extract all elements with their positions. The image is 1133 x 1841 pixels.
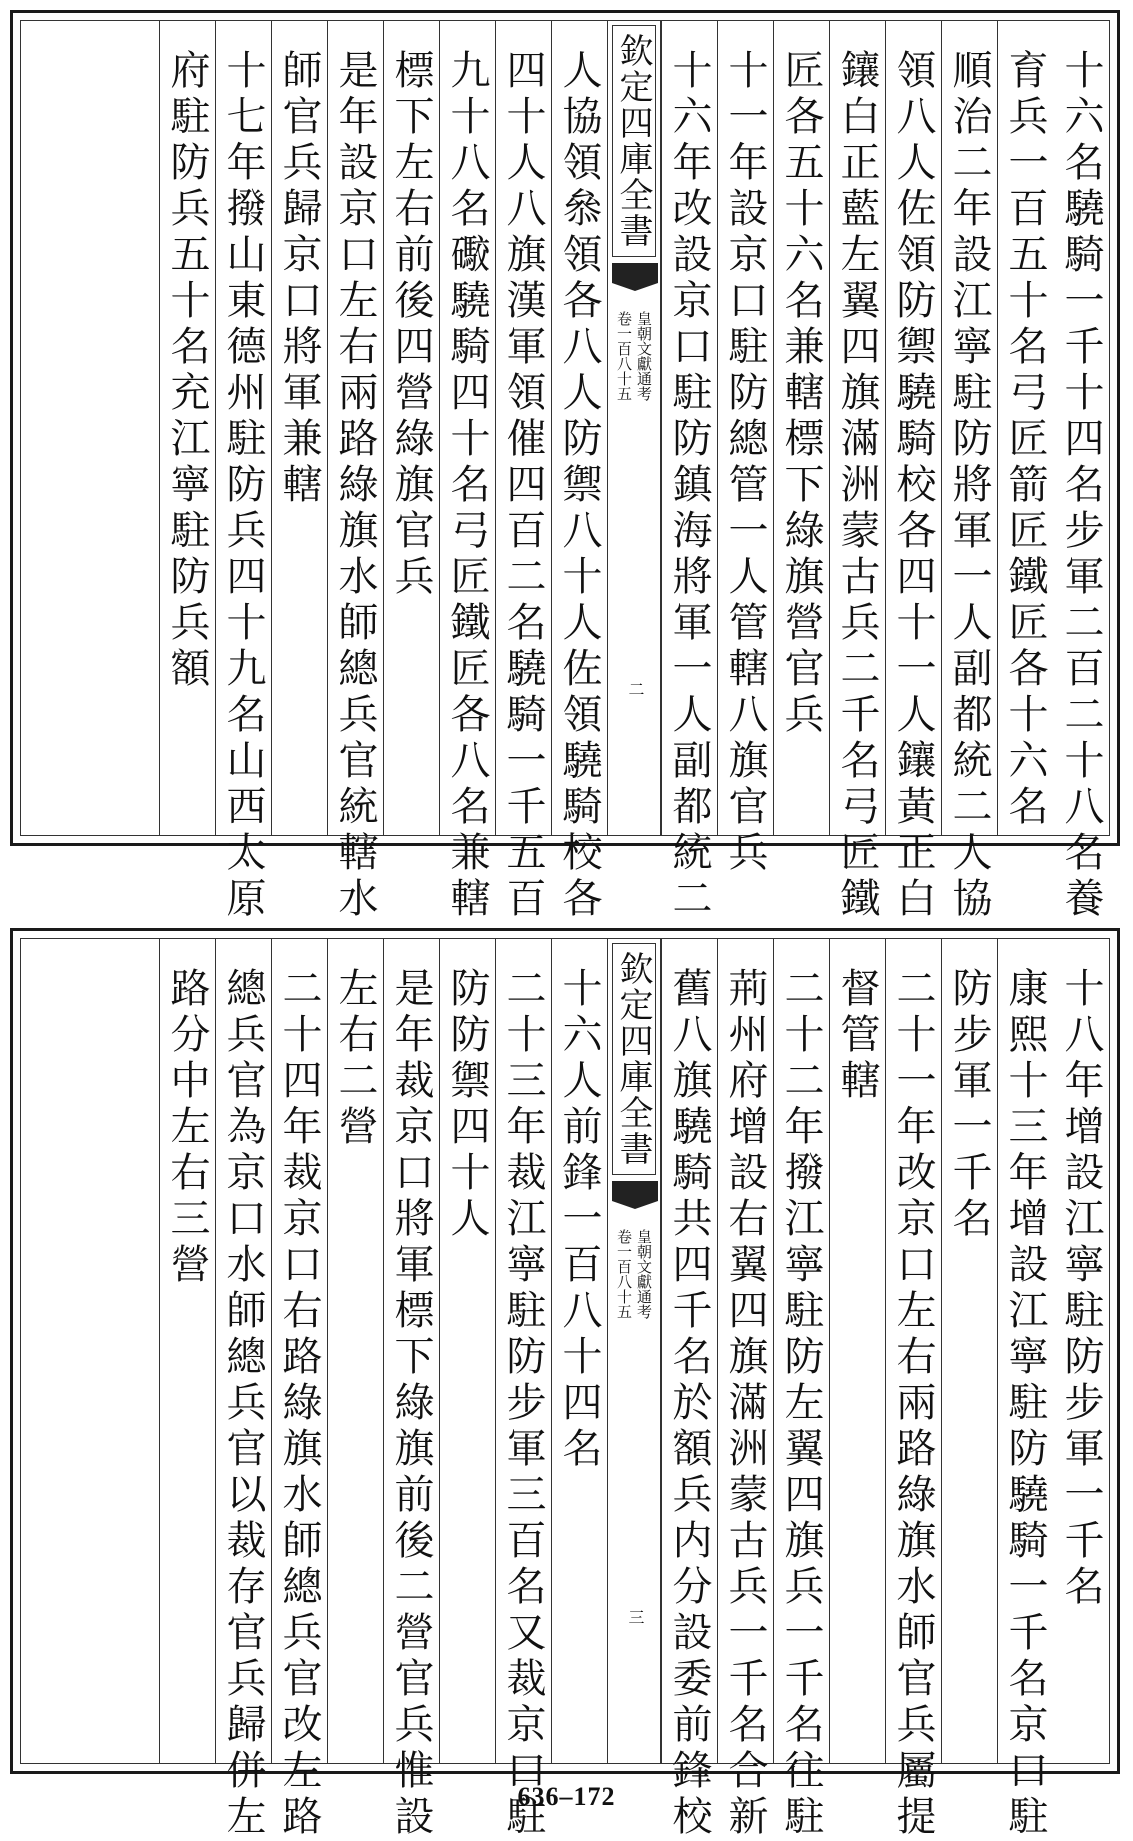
volume-number: 卷一百八十五 (615, 311, 633, 401)
column-text: 順治二年設江寧駐防將軍一人副都統二人協 (946, 49, 992, 923)
text-column (1053, 939, 1109, 1763)
column-text: 領八人佐領防禦驍騎校各四十一人鑲黃正白 (890, 49, 936, 923)
text-column (383, 939, 439, 1841)
column-text: 康熙十三年增設江寧駐防驍騎一千名京口駐 (1002, 967, 1048, 1841)
text-column (271, 21, 327, 835)
column-text: 是年裁京口將軍標下綠旗前後二營官兵惟設 (388, 967, 434, 1841)
fish-tail-ornament-icon (612, 1181, 658, 1209)
column-text: 防防禦四十人 (444, 967, 490, 1243)
column-text: 荊州府增設右翼四旗滿洲蒙古兵一千名合新 (722, 967, 768, 1841)
text-column (327, 939, 383, 1763)
text-column (773, 21, 829, 835)
column-text: 二十四年裁京口右路綠旗水師總兵官改左路 (276, 967, 322, 1841)
column-text: 四十人八旗漢軍領催四百二名驍騎一千五百 (500, 49, 546, 923)
text-column (271, 939, 327, 1841)
column-text: 督管轄 (834, 967, 880, 1105)
text-column (773, 939, 829, 1841)
column-text: 九十八名礮驍騎四十名弓匠鐵匠各八名兼轄 (444, 49, 490, 923)
column-text: 二十三年裁江寧駐防步軍三百名又裁京口駐 (500, 967, 546, 1841)
book-title: 欽定四庫全書 (612, 25, 656, 257)
column-text: 總兵官為京口水師總兵官以裁存官兵歸併左 (220, 967, 266, 1841)
text-column (439, 939, 495, 1763)
text-column (551, 21, 607, 923)
volume-number: 卷一百八十五 (615, 1229, 633, 1319)
book-title: 欽定四庫全書 (612, 943, 656, 1175)
text-column (159, 21, 215, 835)
text-column (997, 21, 1053, 835)
text-column (885, 939, 941, 1841)
column-text: 二十二年撥江寧駐防左翼四旗兵一千名往駐 (778, 967, 824, 1841)
text-column (439, 21, 495, 923)
text-column (551, 939, 607, 1763)
text-column (215, 939, 271, 1841)
column-text: 師官兵歸京口將軍兼轄 (276, 49, 322, 509)
column-text: 路分中左右三營 (164, 967, 210, 1289)
column-text: 標下左右前後四營綠旗官兵 (388, 49, 434, 601)
column-text: 人協領叅領各八人防禦八十人佐領驍騎校各 (556, 49, 602, 923)
column-text: 十八年增設江寧駐防步軍一千名 (1058, 967, 1104, 1611)
column-text: 二十一年改京口左右兩路綠旗水師官兵屬提 (890, 967, 936, 1841)
text-column (885, 21, 941, 923)
text-column (159, 939, 215, 1763)
column-text: 十七年撥山東德州駐防兵四十九名山西太原 (220, 49, 266, 923)
text-column (941, 939, 997, 1763)
column-text: 左右二營 (332, 967, 378, 1151)
column-text: 十六名驍騎一千十四名步軍二百二十八名養 (1058, 49, 1104, 923)
center-fold (607, 939, 661, 1763)
text-column (215, 21, 271, 923)
text-column (717, 21, 773, 877)
column-text: 匠各五十六名兼轄標下綠旗營官兵 (778, 49, 824, 739)
text-column (997, 939, 1053, 1841)
text-column (661, 939, 717, 1841)
page-reference: 636–172 (517, 1782, 616, 1811)
column-text: 府駐防兵五十名充江寧駐防兵額 (164, 49, 210, 693)
page-number: 三 (626, 1609, 645, 1625)
column-text: 十六年改設京口駐防鎮海將軍一人副都統二 (666, 49, 712, 923)
column-text: 鑲白正藍左翼四旗滿洲蒙古兵二千名弓匠鐵 (834, 49, 880, 923)
text-column (829, 939, 885, 1763)
text-column (383, 21, 439, 835)
text-column (829, 21, 885, 923)
column-text: 舊八旗驍騎共四千名於額兵内分設委前鋒校 (666, 967, 712, 1841)
text-column (495, 939, 551, 1841)
page-top (10, 10, 1120, 923)
page-frame (20, 20, 1110, 923)
fish-tail-ornament-icon (612, 263, 658, 291)
column-text: 防步軍一千名 (946, 967, 992, 1243)
column-text: 十一年設京口駐防總管一人管轄八旗官兵 (722, 49, 768, 877)
page-number: 二 (626, 681, 645, 697)
text-column (1053, 21, 1109, 923)
text-column (327, 21, 383, 923)
center-fold (607, 21, 661, 835)
text-column (941, 21, 997, 923)
text-column (495, 21, 551, 923)
text-column (661, 21, 717, 923)
column-text: 是年設京口左右兩路綠旗水師總兵官統轄水 (332, 49, 378, 923)
book-name: 皇朝文獻通考 (635, 311, 653, 401)
column-text: 十六人前鋒一百八十四名 (556, 967, 602, 1473)
book-name: 皇朝文獻通考 (635, 1229, 653, 1319)
text-column (717, 939, 773, 1841)
column-text: 育兵一百五十名弓匠箭匠鐵匠各十六名 (1002, 49, 1048, 831)
